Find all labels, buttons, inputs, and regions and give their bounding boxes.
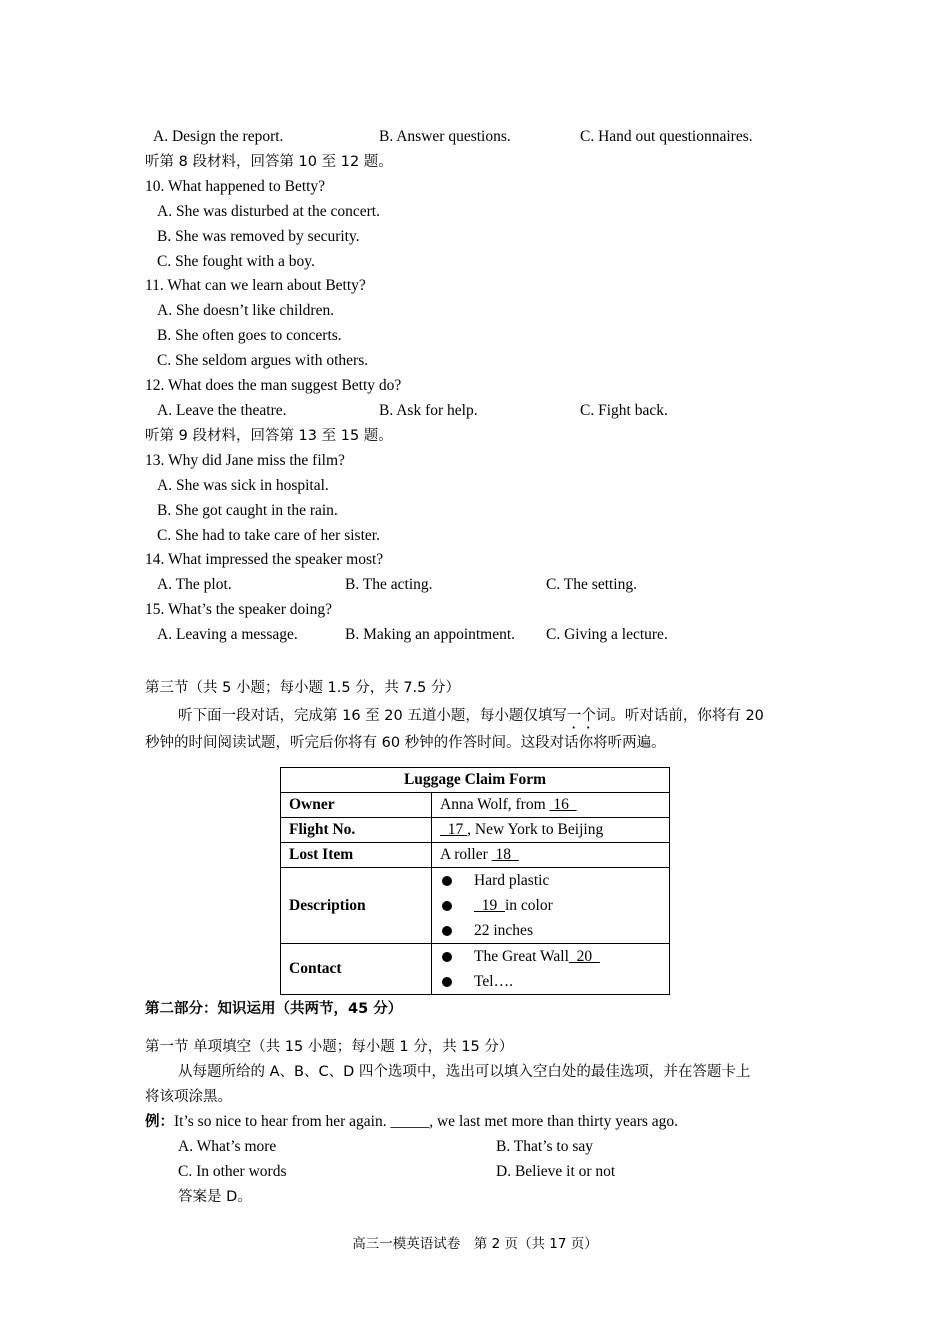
description-value	[432, 868, 670, 944]
example-question	[145, 1112, 678, 1132]
q9-option-a: A. Design the report.	[153, 128, 284, 145]
lost-item-value	[432, 843, 670, 868]
q11-option-b: B. She often goes to concerts.	[157, 327, 342, 344]
flight-label: Flight No.	[281, 818, 432, 843]
section1-title: 第一节 单项填空（共 15 小题；每小题 1 分，共 15 分）	[145, 1039, 514, 1055]
q9-option-b: B. Answer questions.	[379, 128, 511, 145]
part3-instruction-line1	[178, 706, 764, 732]
description-item	[440, 868, 661, 893]
blank-18: 18	[491, 846, 519, 863]
owner-label: Owner	[281, 793, 432, 818]
description-label: Description	[281, 868, 432, 944]
part3-title: 第三节（共 5 小题；每小题 1.5 分，共 7.5 分）	[145, 680, 460, 696]
blank-19: 19	[474, 896, 505, 914]
part3-instruction-line2: 秒钟的时间阅读试题，听完后你将有 60 秒钟的作答时间。这段对话你将听两遍。	[145, 735, 666, 751]
example-option-d: D. Believe it or not	[496, 1163, 616, 1180]
blank-17: 17	[440, 821, 468, 838]
contact-value	[432, 944, 670, 995]
blank-20: 20	[568, 947, 600, 965]
q15-stem: 15. What’s the speaker doing?	[145, 601, 332, 618]
bullet-icon	[442, 952, 452, 962]
description-text: 22 inches	[474, 921, 533, 939]
q14-option-b: B. The acting.	[345, 576, 433, 593]
part2-title: 第二部分：知识运用（共两节，45 分）	[145, 1001, 403, 1017]
q15-option-c: C. Giving a lecture.	[546, 626, 668, 643]
contact-item	[440, 969, 661, 994]
q10-option-b: B. She was removed by security.	[157, 228, 360, 245]
q11-stem: 11. What can we learn about Betty?	[145, 277, 366, 294]
example-option-b: B. That’s to say	[496, 1138, 594, 1155]
q13-option-c: C. She had to take care of her sister.	[157, 527, 380, 544]
q13-stem: 13. Why did Jane miss the film?	[145, 452, 345, 469]
q12-stem: 12. What does the man suggest Betty do?	[145, 377, 402, 394]
section1-instruction-line1: 从每题所给的 A、B、C、D 四个选项中，选出可以填入空白处的最佳选项，并在答题卡上	[178, 1064, 751, 1080]
example-answer: 答案是 D。	[178, 1189, 252, 1205]
description-text: in color	[505, 896, 553, 914]
q15-option-a: A. Leaving a message.	[157, 626, 298, 643]
q11-option-c: C. She seldom argues with others.	[157, 352, 369, 369]
flight-value-text: , New York to Beijing	[467, 821, 604, 838]
description-item	[440, 918, 661, 943]
example-option-a: A. What’s more	[178, 1138, 277, 1155]
example-label: 例：	[145, 1114, 174, 1130]
q11-option-a: A. She doesn’t like children.	[157, 302, 335, 319]
part3-inst-pre: 听下面一段对话，完成第 16 至 20 五道小题，每小题仅填写	[178, 708, 567, 724]
page-footer: 高三一模英语试卷 第 2 页（共 17 页）	[352, 1236, 598, 1252]
q13-option-b: B. She got caught in the rain.	[157, 502, 338, 519]
q12-option-a: A. Leave the theatre.	[157, 402, 287, 419]
section-9-instruction: 听第 9 段材料，回答第 13 至 15 题。	[145, 428, 393, 444]
contact-label: Contact	[281, 944, 432, 995]
description-text: Hard plastic	[474, 871, 550, 889]
q10-stem: 10. What happened to Betty?	[145, 178, 326, 195]
section-8-instruction: 听第 8 段材料，回答第 10 至 12 题。	[145, 154, 393, 170]
contact-text: The Great Wall	[474, 947, 569, 965]
owner-value-text: Anna Wolf, from	[440, 796, 550, 813]
q12-option-b: B. Ask for help.	[379, 402, 478, 419]
blank-16: 16	[549, 796, 577, 813]
bullet-icon	[442, 977, 452, 987]
luggage-claim-form	[280, 767, 670, 995]
bullet-icon	[442, 876, 452, 886]
lost-item-label: Lost Item	[281, 843, 432, 868]
part3-inst-post: 词。听对话前，你将有 20	[595, 708, 764, 724]
part3-inst-emphasis: 一个	[566, 708, 596, 724]
q9-option-c: C. Hand out questionnaires.	[580, 128, 753, 145]
form-title: Luggage Claim Form	[281, 768, 670, 793]
q10-option-a: A. She was disturbed at the concert.	[157, 203, 380, 220]
q15-option-b: B. Making an appointment.	[345, 626, 516, 643]
flight-value	[432, 818, 670, 843]
description-item	[440, 893, 661, 918]
q13-option-a: A. She was sick in hospital.	[157, 477, 329, 494]
q14-option-c: C. The setting.	[546, 576, 637, 593]
q14-option-a: A. The plot.	[157, 576, 232, 593]
section1-instruction-line2: 将该项涂黑。	[145, 1089, 232, 1105]
bullet-icon	[442, 926, 452, 936]
q14-stem: 14. What impressed the speaker most?	[145, 551, 384, 568]
contact-item	[440, 944, 661, 969]
contact-text: Tel….	[474, 972, 513, 990]
owner-value	[432, 793, 670, 818]
example-stem: It’s so nice to hear from her again. _____, we last met more than thirty years ago.	[174, 1113, 679, 1130]
q12-option-c: C. Fight back.	[580, 402, 668, 419]
q10-option-c: C. She fought with a boy.	[157, 253, 315, 270]
example-option-c: C. In other words	[178, 1163, 287, 1180]
lost-item-text: A roller	[440, 846, 492, 863]
bullet-icon	[442, 901, 452, 911]
